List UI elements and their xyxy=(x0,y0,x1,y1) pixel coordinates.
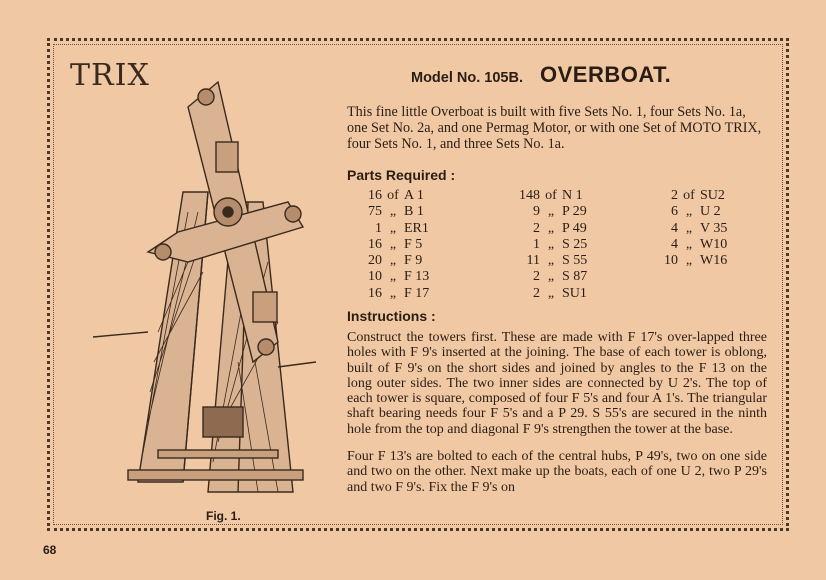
part-row xyxy=(360,204,429,220)
part-of: „ xyxy=(547,220,555,236)
part-row xyxy=(656,204,727,220)
part-of: „ xyxy=(389,220,397,236)
part-code: N 1 xyxy=(562,188,583,203)
instruction-paragraph: Four F 13's are bolted to each of the central hubs, P 49's, two on one side and two on the other. Next make up the boats, each of one U 2, two P 29's and two F 9's. Fix the F 9's on xyxy=(347,449,767,495)
part-code: S 25 xyxy=(562,236,588,252)
part-code: F 5 xyxy=(404,236,423,252)
part-of: „ xyxy=(547,236,555,252)
part-row xyxy=(656,221,727,237)
part-row xyxy=(360,253,429,269)
part-of: of xyxy=(683,188,695,203)
part-row xyxy=(510,188,587,204)
part-code: W10 xyxy=(700,236,728,252)
part-row xyxy=(510,204,587,220)
part-code: F 13 xyxy=(404,269,430,285)
part-qty: 1 xyxy=(533,236,540,252)
part-qty: 16 xyxy=(368,285,382,301)
part-code: F 9 xyxy=(404,253,423,269)
part-qty: 4 xyxy=(671,220,678,236)
part-row xyxy=(510,221,587,237)
part-of: „ xyxy=(685,253,693,269)
part-of: „ xyxy=(547,253,555,269)
part-qty: 2 xyxy=(533,285,540,301)
intro-paragraph: This fine little Overboat is built with five Sets No. 1, four Sets No. 1a, one Set No. 2a, and one Permag Motor, or with one Set of MOTO TRIX, four Sets No. 1, and three Sets No. 1a. xyxy=(347,104,762,152)
part-row xyxy=(360,237,429,253)
instructions-heading: Instructions : xyxy=(347,308,436,324)
part-qty: 4 xyxy=(671,236,678,252)
part-row xyxy=(360,286,429,302)
part-of: „ xyxy=(685,236,693,252)
part-row xyxy=(360,221,429,237)
part-code: P 29 xyxy=(562,204,587,220)
part-qty: 9 xyxy=(533,204,540,220)
part-of: „ xyxy=(389,253,397,269)
part-qty: 75 xyxy=(368,204,382,220)
part-of: „ xyxy=(547,285,555,301)
part-of: „ xyxy=(547,269,555,285)
parts-column-1 xyxy=(360,188,429,302)
part-row xyxy=(360,269,429,285)
part-qty: 16 xyxy=(368,236,382,252)
part-of: „ xyxy=(685,204,693,220)
part-of: „ xyxy=(685,220,693,236)
part-qty: 6 xyxy=(671,204,678,220)
part-qty: 20 xyxy=(368,253,382,269)
part-code: A 1 xyxy=(404,188,424,203)
part-code: ER1 xyxy=(404,220,429,236)
parts-column-3 xyxy=(656,188,727,269)
part-qty: 2 xyxy=(533,220,540,236)
part-code: S 87 xyxy=(562,269,588,285)
part-qty: 148 xyxy=(519,188,540,203)
part-code: U 2 xyxy=(700,204,721,220)
part-row xyxy=(656,237,727,253)
instruction-paragraph: Construct the towers first. These are made with F 17's over-lapped three holes with F 9's inserted at the joining. The base of each tower is oblong, built of F 9's on the short sides and joined by angles to the F 13 on the long outer sides. The two inner sides are connected by U 2's. The top of each tower is square, composed of four F 5's and four A 1's. The triangular shaft bearing needs four F 5's and a P 29. S 55's are secured in the ninth hole from the top and diagonal F 9's strengthen the tower at the base. xyxy=(347,330,767,437)
overboat-illustration xyxy=(88,62,318,502)
part-row xyxy=(510,253,587,269)
part-qty: 2 xyxy=(533,269,540,285)
part-qty: 10 xyxy=(368,269,382,285)
part-qty: 2 xyxy=(671,188,678,203)
part-of: „ xyxy=(389,236,397,252)
part-of: „ xyxy=(547,204,555,220)
part-of: of xyxy=(387,188,399,203)
part-code: S 55 xyxy=(562,253,588,269)
parts-heading: Parts Required : xyxy=(347,167,456,183)
part-qty: 11 xyxy=(526,253,540,269)
part-qty: 16 xyxy=(368,188,382,203)
parts-column-2 xyxy=(510,188,587,302)
instructions-text xyxy=(347,330,767,507)
model-number: Model No. 105B. xyxy=(411,70,523,86)
part-of: „ xyxy=(389,269,397,285)
part-code: W16 xyxy=(700,253,728,269)
part-of: of xyxy=(545,188,557,203)
part-row xyxy=(360,188,429,204)
part-row xyxy=(656,188,727,204)
part-row xyxy=(656,253,727,269)
model-title: OVERBOAT. xyxy=(540,62,672,87)
part-qty: 1 xyxy=(375,220,382,236)
figure-caption: Fig. 1. xyxy=(206,509,241,523)
part-code: SU2 xyxy=(700,188,725,203)
part-code: SU1 xyxy=(562,285,587,301)
part-code: B 1 xyxy=(404,204,424,220)
part-row xyxy=(510,237,587,253)
part-code: F 17 xyxy=(404,285,430,301)
part-code: P 49 xyxy=(562,220,587,236)
part-of: „ xyxy=(389,285,397,301)
part-code: V 35 xyxy=(700,220,728,236)
part-qty: 10 xyxy=(664,253,678,269)
part-of: „ xyxy=(389,204,397,220)
part-row xyxy=(510,286,587,302)
page-number: 68 xyxy=(43,543,57,557)
brand-logo: TRIX xyxy=(70,58,150,93)
part-row xyxy=(510,269,587,285)
